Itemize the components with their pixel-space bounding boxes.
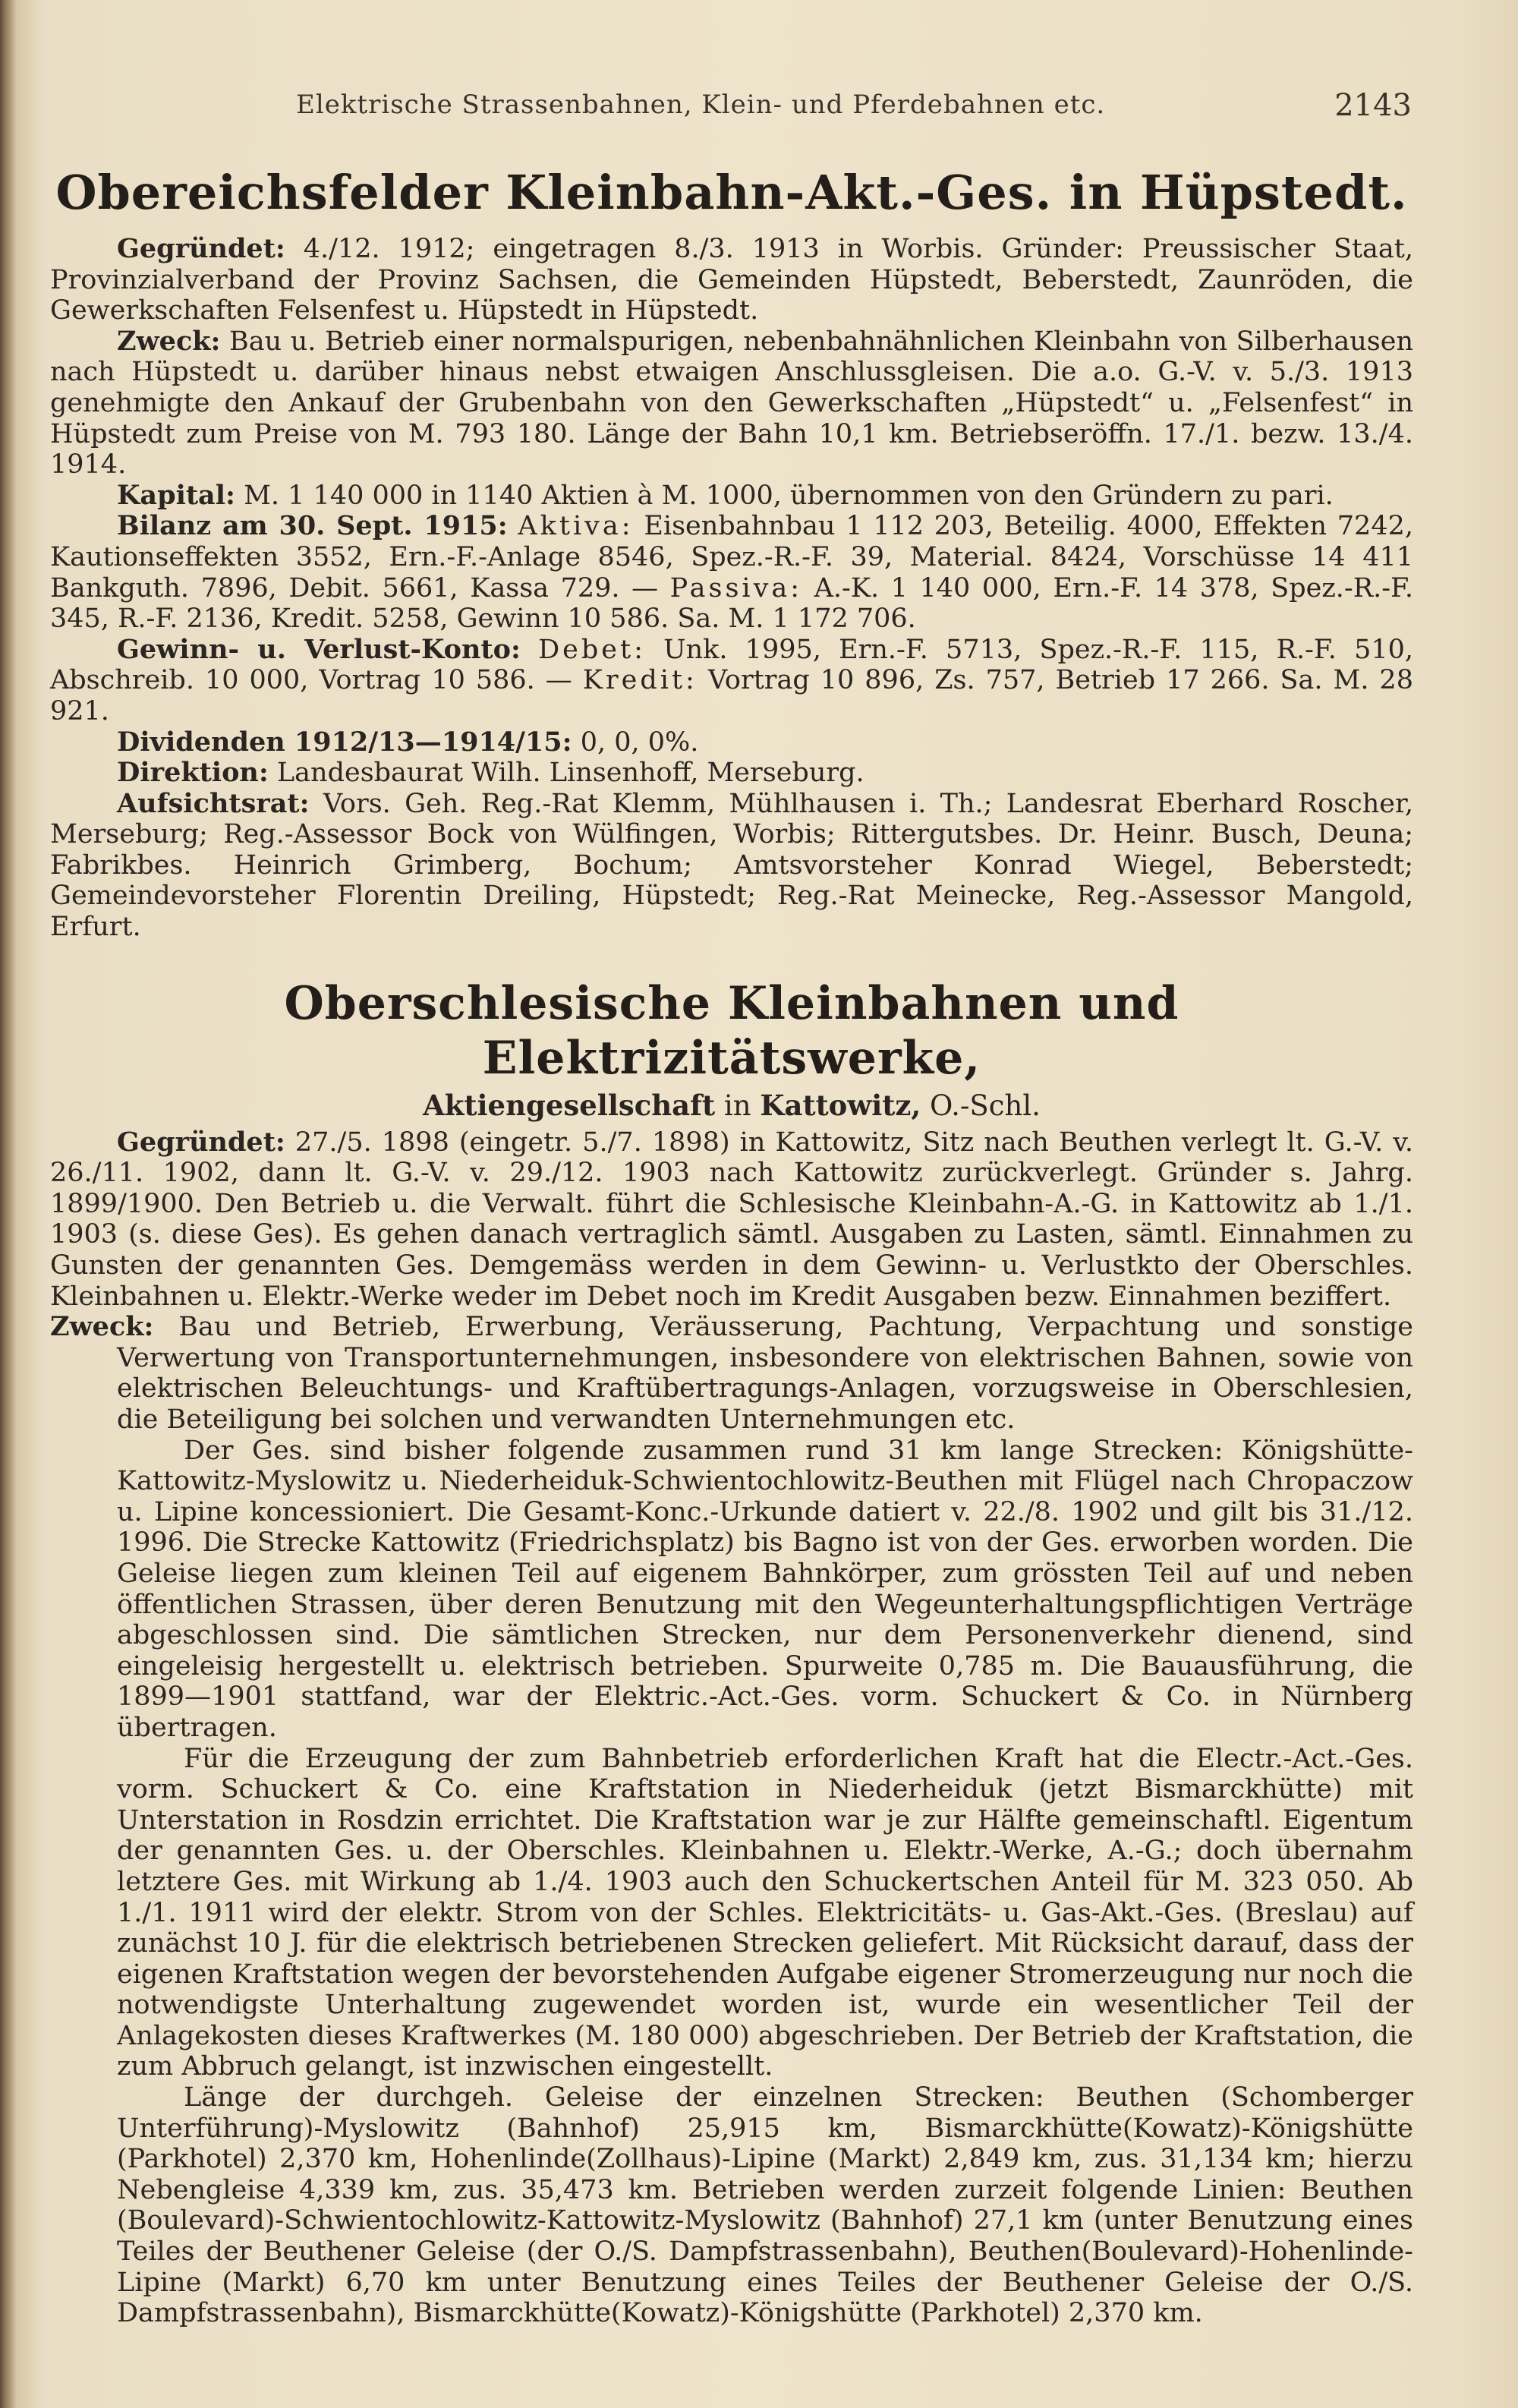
text-gegruendet: 4./12. 1912; eingetragen 8./3. 1913 in Worbis. Gründer: Preussischer Staat, Provinzialverband der Provinz Sachsen, die Gemeinden Hüpstedt, Beberstedt, Zaunröden, die Gewerkschaften Felsenfest u. Hüpstedt in Hüpstedt.	[50, 234, 1413, 326]
text-aktiva: Eisenbahnbau 1 112 203, Beteilig. 4000, Effekten 7242, Kautionseffekten 3552, Ern.-F.-Anlage 8546, Spez.-R.-F. 39, Material. 8424, Vorschüsse 14 411 Bankguth. 7896, Debit. 5661, Kassa 729. —	[50, 511, 1413, 604]
text-debet: Unk. 1995, Ern.-F. 5713, Spez.-R.-F. 115, R.-F. 510, Abschreib. 10 000, Vortrag 10 586. —	[50, 634, 1414, 696]
label-dividenden: Dividenden 1912/13—1914/15:	[117, 726, 572, 758]
entry-kapital	[50, 481, 1413, 512]
page-content	[50, 165, 1413, 2329]
label-zweck: Zweck:	[117, 325, 221, 357]
entry-direktion	[50, 758, 1413, 789]
page-number: 2143	[1334, 88, 1412, 123]
section-subtitle	[50, 1089, 1413, 1123]
text-aufsichtsrat: Vors. Geh. Reg.-Rat Klemm, Mühlhausen i. Th.; Landesrat Eberhard Roscher, Merseburg; Reg.-Assessor Bock von Wülfingen, Worbis; Rittergutsbes. Dr. Heinr. Busch, Deuna; Fabrikbes. Heinrich Grimberg, Bochum; Amtsvorsteher Konrad Wiegel, Beberstedt; Gemeindevorsteher Florentin Dreiling, Hüpstedt; Reg.-Rat Meinecke, Reg.-Assessor Mangold, Erfurt.	[50, 788, 1413, 943]
entry-gewinn-verlust	[50, 635, 1413, 727]
label-direktion: Direktion:	[117, 757, 269, 789]
label-aktiva: Aktiva:	[518, 511, 634, 542]
subtitle-city: Kattowitz,	[760, 1088, 921, 1122]
label-passiva: Passiva:	[669, 572, 803, 604]
text-kredit: Vortrag 10 896, Zs. 757, Betrieb 17 266. Sa. M. 28 921.	[50, 665, 1413, 726]
subtitle-region: O.-Schl.	[930, 1089, 1041, 1122]
section-title-oberschlesische: Oberschlesische Kleinbahnen und Elektrizitätswerke,	[284, 976, 1179, 1085]
label-debet: Debet:	[538, 634, 646, 665]
entry-dividenden	[50, 727, 1413, 758]
entry-bilanz	[50, 511, 1413, 634]
text-gegruendet-2: 27./5. 1898 (eingetr. 5./7. 1898) in Kattowitz, Sitz nach Beuthen verlegt lt. G.-V. v. 26./11. 1902, dann lt. G.-V. v. 29./12. 1903 nach Kattowitz zurückverlegt. Gründer s. Jahrg. 1899/1900. Den Betrieb u. die Verwalt. führt die Schlesische Kleinbahn-A.-G. in Kattowitz ab 1./1. 1903 (s. diese Ges). Es gehen danach vertraglich sämtl. Ausgaben zu Lasten, sämtl. Einnahmen zu Gunsten der genannten Ges. Demgemäss werden in dem Gewinn- u. Verlustkto der Oberschles. Kleinbahnen u. Elektr.-Werke weder im Debet noch im Kredit Ausgaben bezw. Einnahmen beziffert.	[50, 1127, 1413, 1312]
paragraph-kraftstation: Für die Erzeugung der zum Bahnbetrieb erforderlichen Kraft hat die Electr.-Act.-Ges. vorm. Schuckert & Co. eine Kraftstation in Niederheiduk (jetzt Bismarckhütte) mit Unterstation in Rosdzin errichtet. Die Kraftstation war je zur Hälfte gemeinschaftl. Eigentum der genannten Ges. u. der Oberschles. Kleinbahnen u. Elektr.-Werke, A.-G.; doch übernahm letztere Ges. mit Wirkung ab 1./4. 1903 auch den Schuckertschen Anteil für M. 323 050. Ab 1./1. 1911 wird der elektr. Strom von der Schles. Elektricitäts- u. Gas-Akt.-Ges. (Breslau) auf zunächst 10 J. für die elektrisch betriebenen Strecken geliefert. Mit Rücksicht darauf, dass der eigenen Kraftstation wegen der bevorstehenden Aufgabe eigener Stromerzeugung nur noch die notwendigste Unterhaltung zugewendet worden ist, wurde ein wesentlicher Teil der Anlagekosten dieses Kraftwerkes (M. 180 000) abgeschrieben. Der Betrieb der Kraftstation, die zum Abbruch gelangt, ist inzwischen eingestellt.	[117, 1743, 1413, 2082]
entry-gegruendet	[50, 234, 1413, 326]
text-direktion: Landesbaurat Wilh. Linsenhoff, Merseburg.	[276, 758, 865, 789]
section-title-obereichsfelder: Obereichsfelder Kleinbahn-Akt.-Ges. in Hüpstedt.	[55, 165, 1408, 220]
entry-gegruendet-2	[50, 1127, 1413, 1313]
label-zweck-2: Zweck:	[50, 1311, 154, 1343]
entry-aufsichtsrat	[50, 789, 1413, 943]
label-gegruendet: Gegründet:	[117, 233, 285, 264]
entry-zweck-2	[50, 1312, 1413, 1435]
label-gewinn-verlust: Gewinn- u. Verlust-Konto:	[117, 633, 521, 665]
text-zweck-2: Bau und Betrieb, Erwerbung, Veräusserung, Pachtung, Verpachtung und sonstige Verwertung von Transportunternehmungen, insbesondere von elektrischen Bahnen, sowie von elektrischen Beleuchtungs- und Kraftübertragungs-Anlagen, vorzugsweise in Oberschlesien, die Beteiligung bei solchen und verwandten Unternehmungen etc.	[117, 1312, 1413, 1435]
label-kapital: Kapital:	[117, 479, 235, 511]
text-zweck: Bau u. Betrieb einer normalspurigen, nebenbahnähnlichen Kleinbahn von Silberhausen nach Hüpstedt u. darüber hinaus nebst etwaigen Anschlussgleisen. Die a.o. G.-V. v. 5./3. 1913 genehmigte den Ankauf der Grubenbahn von den Gewerkschaften „Hüpstedt“ u. „Felsenfest“ in Hüpstedt zum Preise von M. 793 180. Länge der Bahn 10,1 km. Betriebseröffn. 17./1. bezw. 13./4. 1914.	[50, 326, 1413, 481]
label-gegruendet-2: Gegründet:	[117, 1126, 285, 1158]
subtitle-in: in	[723, 1089, 751, 1122]
text-passiva: A.-K. 1 140 000, Ern.-F. 14 378, Spez.-R.-F. 345, R.-F. 2136, Kredit. 5258, Gewinn 10 586. Sa. M. 1 172 706.	[50, 572, 1413, 635]
entry-zweck	[50, 326, 1413, 481]
label-kredit: Kredit:	[582, 665, 698, 696]
paragraph-geleise: Länge der durchgeh. Geleise der einzelnen Strecken: Beuthen (Schomberger Unterführung)-Myslowitz (Bahnhof) 25,915 km, Bismarckhütte(Kowatz)-Königshütte (Parkhotel) 2,370 km, Hohenlinde(Zollhaus)-Lipine (Markt) 2,849 km, zus. 31,134 km; hierzu Nebengleise 4,339 km, zus. 35,473 km. Betrieben werden zurzeit folgende Linien: Beuthen (Boulevard)-Schwientochlowitz-Kattowitz-Myslowitz (Bahnhof) 27,1 km (unter Benutzung eines Teiles der Beuthener Geleise (der O./S. Dampfstrassenbahn), Beuthen(Boulevard)-Hohenlinde-Lipine (Markt) 6,70 km unter Benutzung eines Teiles der Beuthener Geleise der O./S. Dampfstrassenbahn), Bismarckhütte(Kowatz)-Königshütte (Parkhotel) 2,370 km.	[117, 2082, 1413, 2329]
label-bilanz: Bilanz am 30. Sept. 1915:	[117, 510, 508, 542]
paragraph-strecken: Der Ges. sind bisher folgende zusammen rund 31 km lange Strecken: Königshütte-Kattowitz-Myslowitz u. Niederheiduk-Schwientochlowitz-Beuthen mit Flügel nach Chropaczow u. Lipine koncessioniert. Die Gesamt-Konc.-Urkunde datiert v. 22./8. 1902 und gilt bis 31./12. 1996. Die Strecke Kattowitz (Friedrichsplatz) bis Bagno ist von der Ges. erworben worden. Die Geleise liegen zum kleinen Teil auf eigenem Bahnkörper, zum grössten Teil auf und neben öffentlichen Strassen, über deren Benutzung mit den Wegeunterhaltungspflichtigen Verträge abgeschlossen sind. Die sämtlichen Strecken, nur dem Personenverkehr dienend, sind eingeleisig hergestellt u. elektrisch betrieben. Spurweite 0,785 m. Die Bauausführung, die 1899—1901 stattfand, war der Elektric.-Act.-Ges. vorm. Schuckert & Co. in Nürnberg übertragen.	[117, 1435, 1413, 1743]
subtitle-ag: Aktiengesellschaft	[423, 1088, 716, 1122]
text-dividenden: 0, 0, 0%.	[580, 726, 699, 758]
text-kapital: M. 1 140 000 in 1140 Aktien à M. 1000, übernommen von den Gründern zu pari.	[244, 480, 1334, 511]
label-aufsichtsrat: Aufsichtsrat:	[117, 787, 310, 819]
running-header: Elektrische Strassenbahnen, Klein- und Pferdebahnen etc.	[296, 90, 1106, 120]
